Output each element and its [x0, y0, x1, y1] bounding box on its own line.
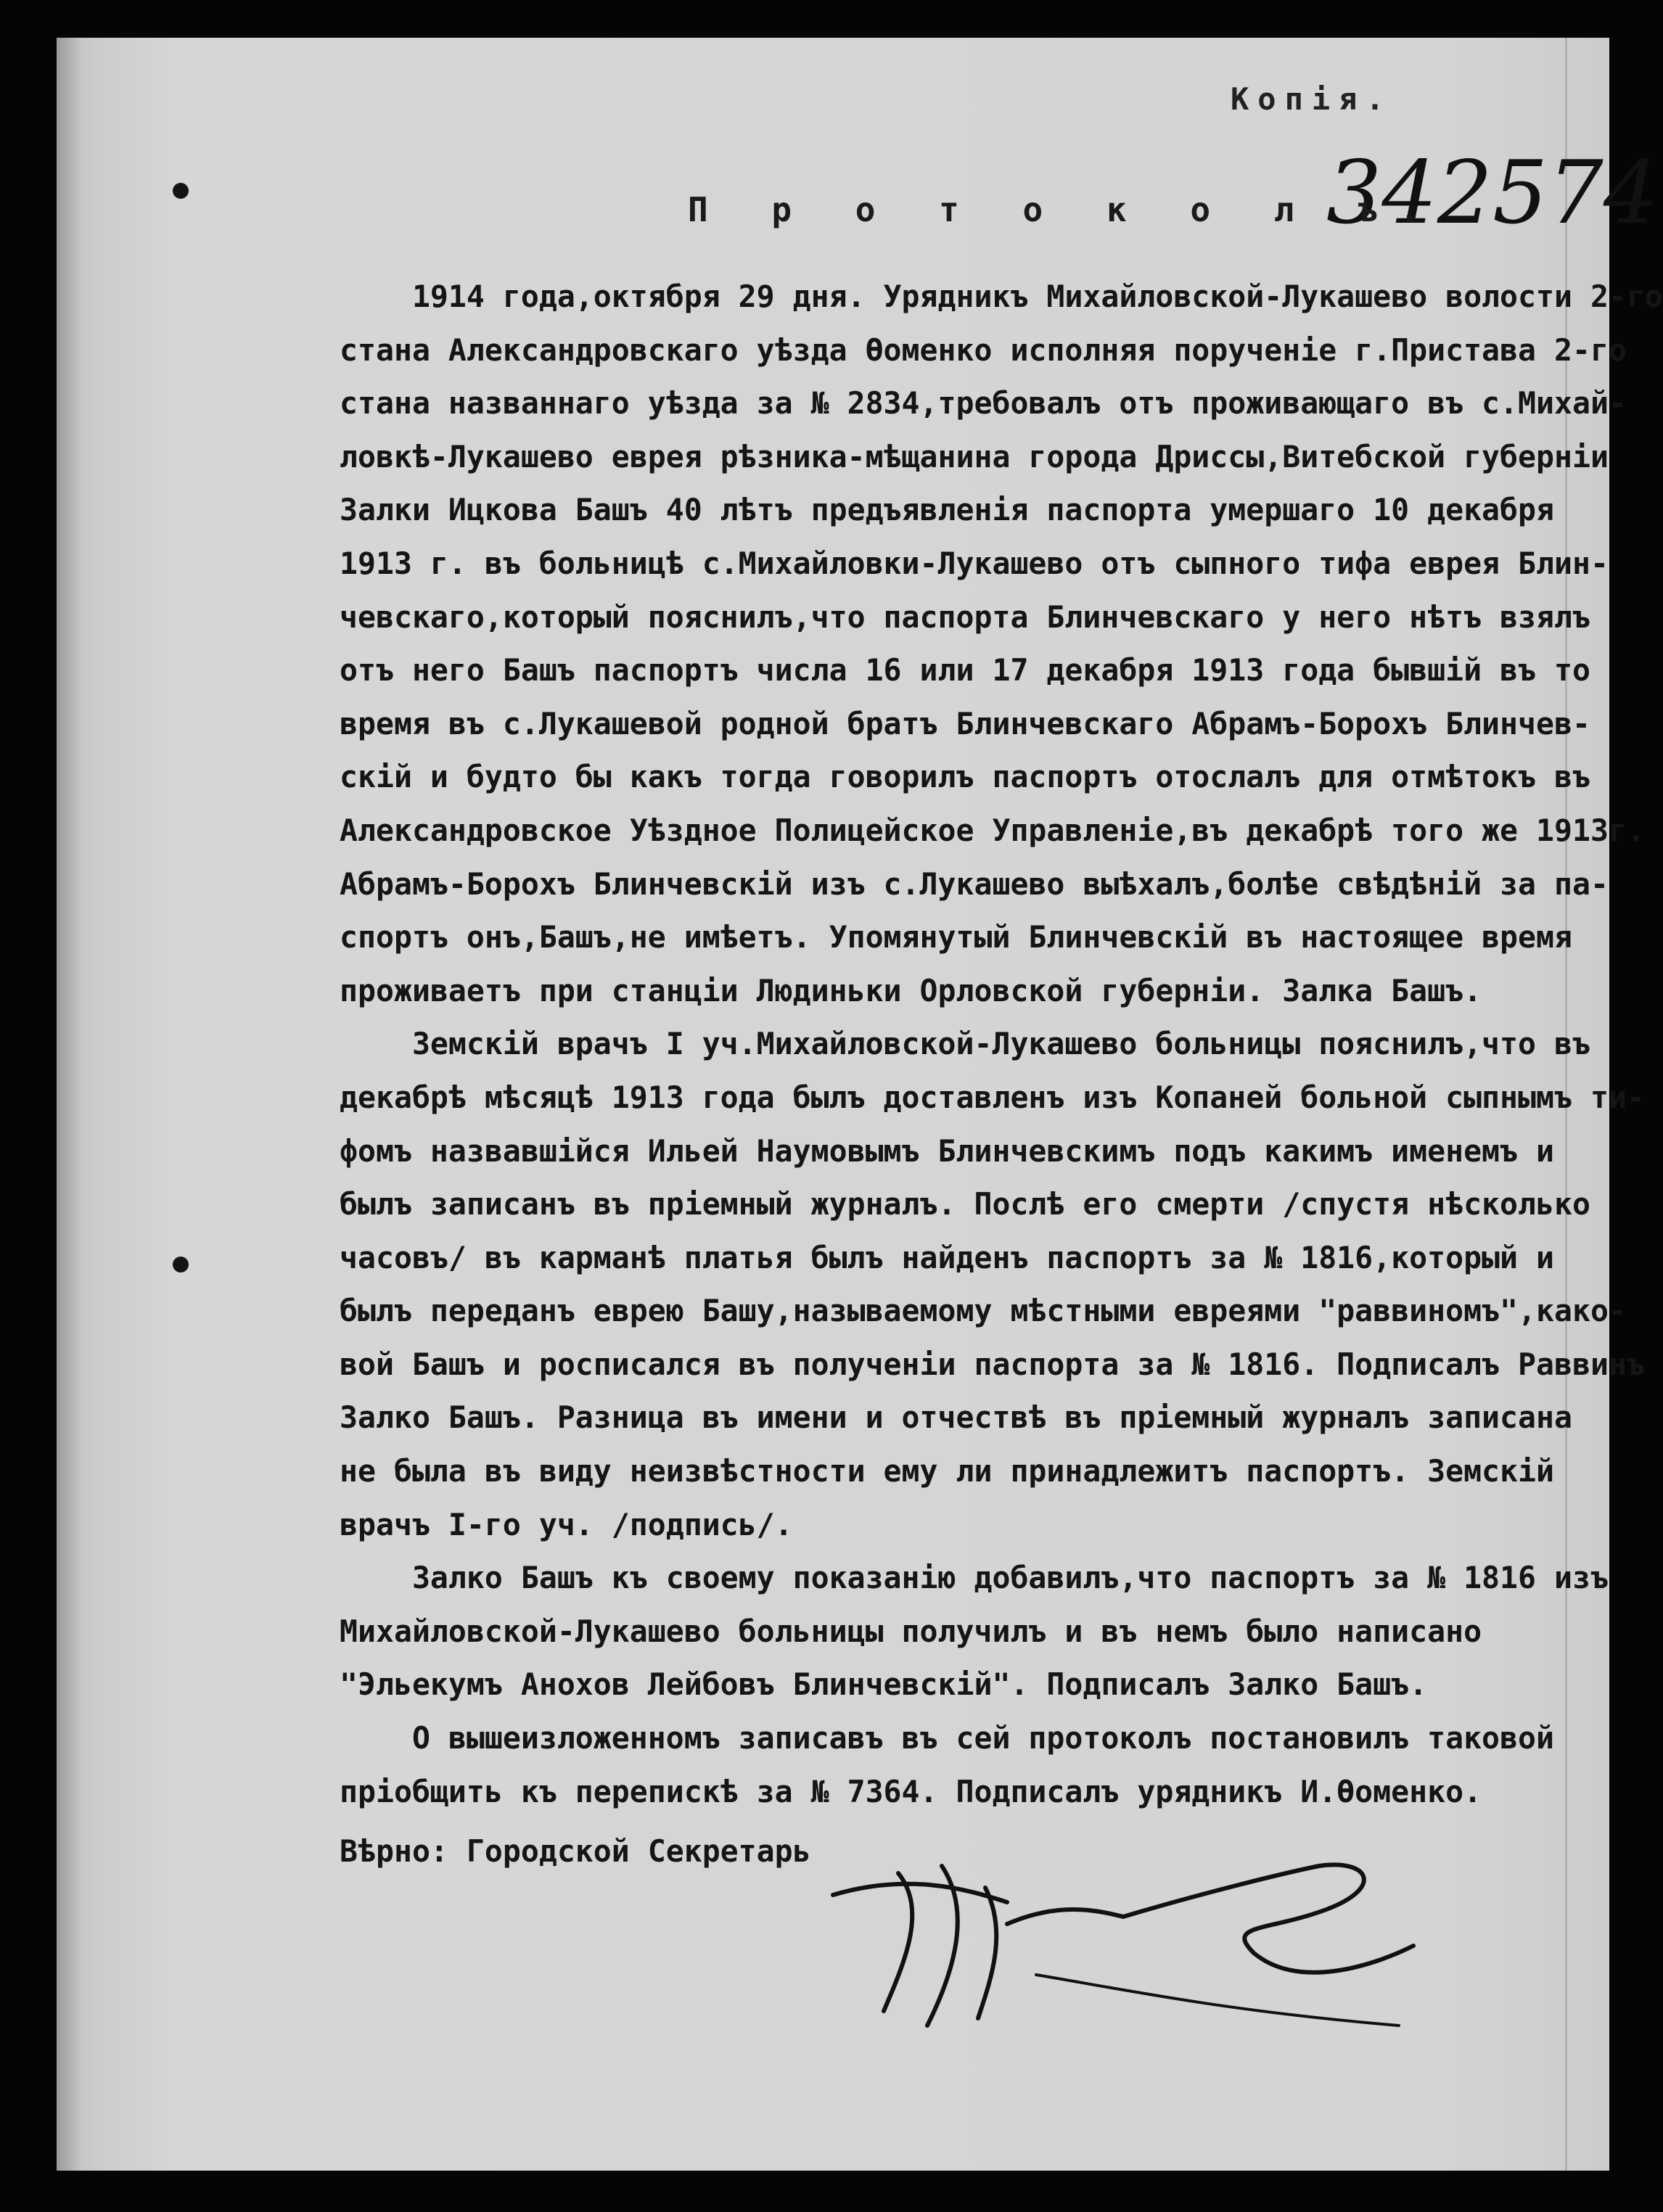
page-title: П р о т о к о л ъ.: [688, 190, 1442, 229]
document-page: [57, 38, 1663, 2171]
text-line: врачъ I-го уч. /подпись/.: [340, 1506, 793, 1542]
protocol-body: [340, 270, 1663, 1818]
text-line: чевскаго,который пояснилъ,что паспорта Блинчевскаго у него нѣтъ взялъ: [340, 599, 1590, 635]
text-line: декабрѣ мѣсяцѣ 1913 года былъ доставленъ изъ Копаней больной сыпнымъ ти-: [340, 1079, 1645, 1115]
text-line: 1913 г. въ больницѣ с.Михайловки-Лукашево отъ сыпного тифа еврея Блин-: [340, 545, 1609, 581]
binding-hole: [173, 1257, 189, 1272]
text-line: часовъ/ въ карманѣ платья былъ найденъ паспортъ за № 1816,который и: [340, 1239, 1555, 1275]
text-line: время въ с.Лукашевой родной братъ Блинчевскаго Абрамъ-Борохъ Блинчев-: [340, 705, 1590, 741]
text-line: отъ него Башъ паспортъ числа 16 или 17 декабря 1913 года бывшій въ то: [340, 652, 1590, 688]
text-line: Абрамъ-Борохъ Блинчевскій изъ с.Лукашево выѣхалъ,болѣе свѣдѣній за па-: [340, 866, 1609, 902]
text-line: вой Башъ и росписался въ полученіи паспорта за № 1816. Подписалъ Раввинъ: [340, 1346, 1645, 1382]
text-line: былъ переданъ еврею Башу,называемому мѣстными евреями "раввиномъ",како-: [340, 1293, 1627, 1329]
binding-hole: [173, 183, 189, 199]
text-line: Земскій врачъ I уч.Михайловской-Лукашево больницы пояснилъ,что въ: [340, 1026, 1590, 1062]
text-line: Залко Башъ къ своему показанію добавилъ,что паспортъ за № 1816 изъ: [340, 1560, 1609, 1596]
text-line: пріобщить къ перепискѣ за № 7364. Подписалъ урядникъ И.Ѳоменко.: [340, 1773, 1482, 1809]
text-line: 1914 года,октября 29 дня. Урядникъ Михайловской-Лукашево волости 2-го: [340, 279, 1663, 314]
text-line: Михайловской-Лукашево больницы получилъ и въ немъ было написано: [340, 1613, 1482, 1649]
text-line: спортъ онъ,Башъ,не имѣетъ. Упомянутый Блинчевскій въ настоящее время: [340, 919, 1572, 955]
text-line: "Эльекумъ Анохов Лейбовъ Блинчевскій". Подписалъ Залко Башъ.: [340, 1666, 1428, 1703]
text-line: О вышеизложенномъ записавъ въ сей протоколъ постановилъ таковой: [340, 1720, 1555, 1756]
text-line: проживаетъ при станціи Людиньки Орловской губерніи. Залка Башъ.: [340, 972, 1482, 1008]
text-line: стана Александровскаго уѣзда Ѳоменко исполняя порученіе г.Пристава 2-го: [340, 332, 1627, 368]
text-line: Александровское Уѣздное Полицейское Управленіе,въ декабрѣ того же 1913г.: [340, 812, 1645, 848]
archive-number-text: 342574: [1326, 143, 1659, 244]
certification-line: Вѣрно: Городской Секретарь: [340, 1833, 811, 1869]
text-line: ловкѣ-Лукашево еврея рѣзника-мѣщанина города Дриссы,Витебской губерніи: [340, 438, 1609, 474]
copy-label: Копія.: [1231, 81, 1393, 117]
text-line: Залки Ицкова Башъ 40 лѣтъ предъявленія паспорта умершаго 10 декабря: [340, 492, 1555, 528]
text-line: фомъ назвавшійся Ильей Наумовымъ Блинчевскимъ подъ какимъ именемъ и: [340, 1132, 1555, 1169]
text-line: Залко Башъ. Разница въ имени и отчествѣ въ пріемный журналъ записана: [340, 1399, 1572, 1436]
text-line: не была въ виду неизвѣстности ему ли принадлежитъ паспортъ. Земскій: [340, 1453, 1555, 1489]
page-edge-shadow: [57, 38, 100, 2171]
text-line: скій и будто бы какъ тогда говорилъ паспортъ отослалъ для отмѣтокъ въ: [340, 759, 1590, 795]
text-line: былъ записанъ въ пріемный журналъ. Послѣ его смерти /спустя нѣсколько: [340, 1186, 1590, 1222]
text-line: стана названнаго уѣзда за № 2834,требовалъ отъ проживающаго въ с.Михай-: [340, 385, 1627, 422]
signature-handwritten: [818, 1844, 1442, 2047]
